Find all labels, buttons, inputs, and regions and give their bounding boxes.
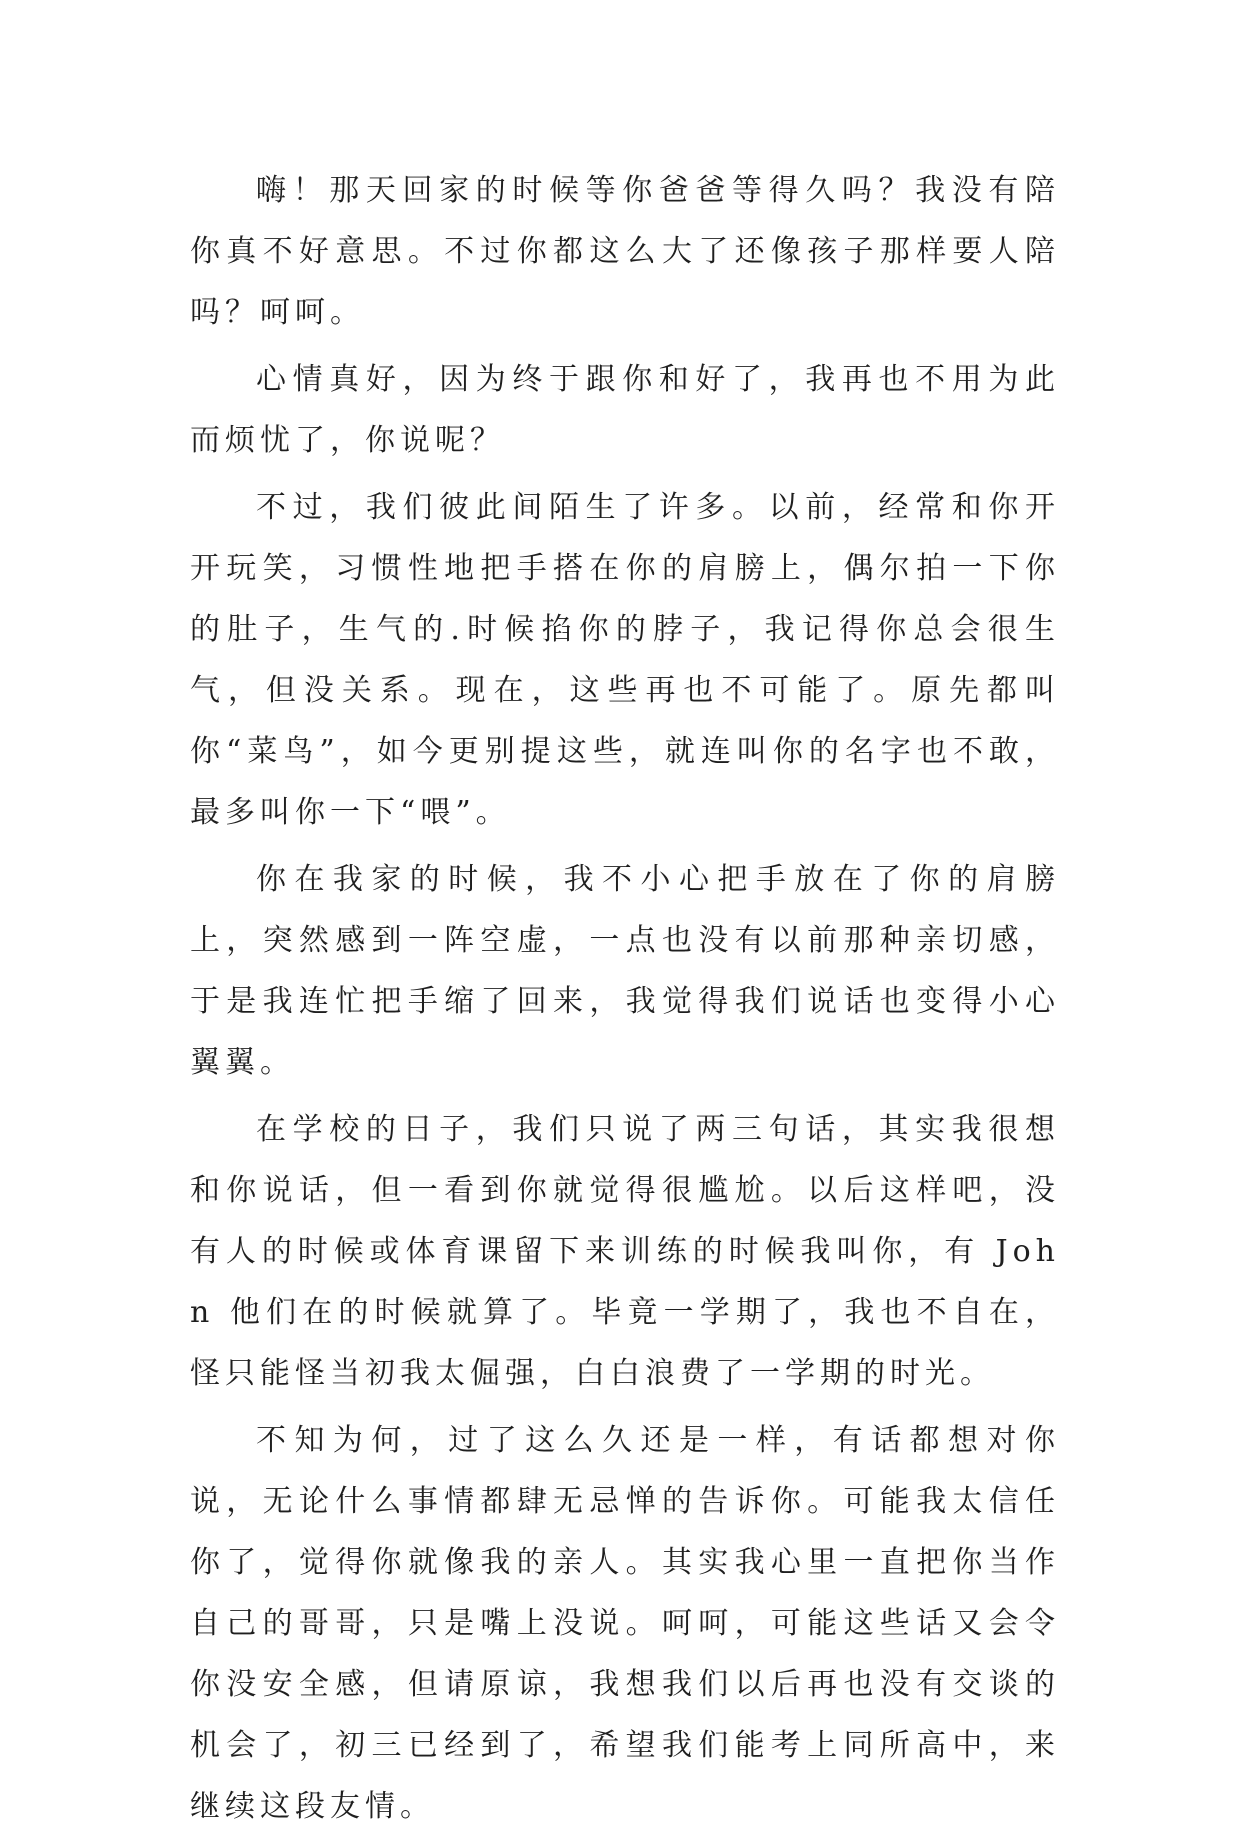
paragraph: 嗨！那天回家的时候等你爸爸等得久吗？我没有陪你真不好意思。不过你都这么大了还像孩子那样要人陪吗？呵呵。 xyxy=(190,173,1060,330)
paragraph: 不知为何，过了这么久还是一样，有话都想对你说，无论什么事情都肆无忌惮的告诉你。可能我太信任你了，觉得你就像我的亲人。其实我心里一直把你当作自己的哥哥，只是嘴上没说。呵呵，可能这些话又会令你没安全感，但请原谅，我想我们以后再也没有交谈的机会了，初三已经到了，希望我们能考上同所高中，来继续这段友情。 xyxy=(190,1423,1060,1824)
paragraph: 在学校的日子，我们只说了两三句话，其实我很想和你说话，但一看到你就觉得很尴尬。以后这样吧，没有人的时候或体育课留下来训练的时候我叫你，有 John 他们在的时候就算了。毕竟一学期了，我也不自在，怪只能怪当初我太倔强，白白浪费了一学期的时光。 xyxy=(190,1112,1060,1391)
paragraph: 心情真好，因为终于跟你和好了，我再也不用为此而烦忧了，你说呢？ xyxy=(190,362,1060,458)
paragraph: 不过，我们彼此间陌生了许多。以前，经常和你开开玩笑，习惯性地把手搭在你的肩膀上，偶尔拍一下你的肚子，生气的.时候掐你的脖子，我记得你总会很生气，但没关系。现在，这些再也不可能了。原先都叫你“菜鸟”，如今更别提这些，就连叫你的名字也不敢，最多叫你一下“喂”。 xyxy=(190,490,1060,830)
letter-body xyxy=(190,160,1060,1843)
paragraph: 你在我家的时候，我不小心把手放在了你的肩膀上，突然感到一阵空虚，一点也没有以前那种亲切感，于是我连忙把手缩了回来，我觉得我们说话也变得小心翼翼。 xyxy=(190,862,1060,1080)
